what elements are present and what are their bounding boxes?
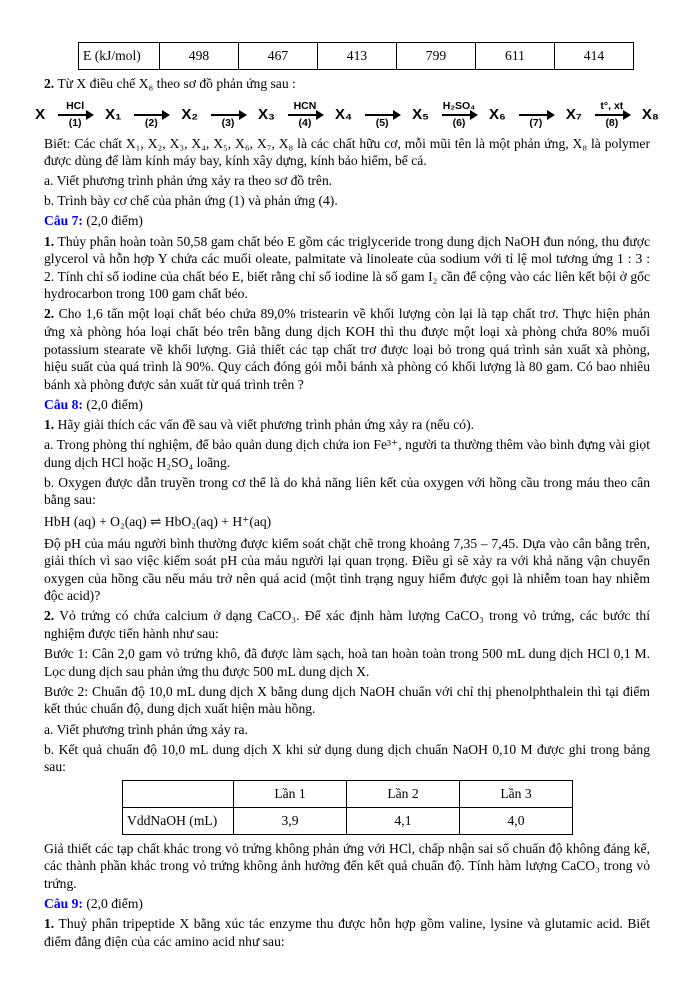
paragraph-assumption: Giả thiết các tạp chất khác trong vỏ trứng không phản ứng với HCl, chấp nhận sai số chuẩn độ không đáng kể, các thành phần khác trong vỏ trứng không ảnh hưởng đến kết quả chuẩn độ. Tính hàm lượng CaCO₃ trong vỏ trứng.: [44, 840, 650, 891]
arrow-bottom-label: (7): [529, 116, 543, 129]
question-points: (2,0 điểm): [86, 396, 143, 412]
step-1: Bước 1: Cân 2,0 gam vỏ trứng khô, đã được làm sạch, hoà tan hoàn toàn trong 500 mL dung dịch HCl 0,1 M. Lọc dung dịch sau phản ứng thu được 500 mL dung dịch X.: [44, 646, 650, 679]
arrow-top-label: HCN: [293, 99, 317, 112]
question-label: Câu 9:: [44, 896, 83, 912]
chemical-equation: HbH (aq) + O₂(aq) ⇌ HbO₂(aq) + H⁺(aq): [44, 513, 272, 529]
titration-value: 4,0: [460, 807, 573, 834]
arrow-bottom-label: (2): [144, 116, 158, 129]
item-number: 2.: [44, 76, 55, 91]
paragraph-ph: Độ pH của máu người bình thường được kiểm soát chặt chẽ trong khoảng 7,35 – 7,45. Dựa vào cân bằng trên, giải thích vì sao việc kiểm soát pH của máu người lại quan trọng. Điều gì sẽ xảy ra với khả năng vận chuyển oxygen của hồng cầu nếu máu trở nên quá acid (một tình trạng nguy hiểm được gọi là nhiễm toan hay nhiễm độc acid)?: [44, 535, 650, 604]
question-label: Câu 8:: [44, 396, 83, 412]
titration-table: [122, 780, 573, 835]
arrow-bottom-label: (8): [605, 116, 619, 129]
item-a: a. Trong phòng thí nghiệm, để bảo quản dung dịch chứa ion Fe³⁺, người ta thường thêm vào bình đựng vài giọt dung dịch HCl hoặc H₂SO₄ loãng.: [44, 437, 650, 470]
item-a: a. Viết phương trình phản ứng xảy ra theo sơ đồ trên.: [44, 173, 333, 189]
paragraph-scheme-note: Biết: Các chất X₁, X₂, X₃, X₄, X₅, X₆, X₇, X₈ là các chất hữu cơ, mỗi mũi tên là một phản ứng, X₈ là polymer được dùng để làm kính máy bay, kính xây dựng, kính bảo hiểm, bể cá.: [44, 135, 650, 169]
reaction-step: [359, 100, 405, 130]
table-row: [123, 780, 573, 807]
paragraph-cau9-1: [44, 915, 650, 950]
question-header-cau7: [44, 212, 650, 230]
question-points: (2,0 điểm): [86, 213, 143, 229]
paragraph-text: Thủy phân hoàn toàn 50,58 gam chất béo E gồm các triglyceride trong dung dịch NaOH đun nóng, thu được glycerol và hỗn hợp Y chứa các muối oleate, palmitate và linoleate của sodium với tỉ lệ mol tương ứng 1 : 3 : 2. Tính chỉ số iodine của chất béo E, biết rằng chỉ số iodine là số gam I₂ cần để cộng vào các liên kết bội ở gốc hydrocarbon trong 100 gam chất béo.: [44, 233, 650, 302]
reaction-step: [52, 100, 98, 130]
reaction-arrow-icon: [58, 114, 92, 116]
reaction-arrow-icon: [211, 114, 245, 116]
paragraph-cau8-2: [44, 607, 650, 642]
scheme-intro-text: Từ X điều chế X₈ theo sơ đồ phản ứng sau :: [57, 76, 296, 91]
energy-value: 611: [476, 43, 555, 70]
paragraph-text: Hãy giải thích các vấn đề sau và viết phương trình phản ứng xảy ra (nếu có).: [57, 417, 474, 432]
species: X₃: [258, 106, 275, 124]
paragraph-text: Thuỷ phân tripeptide X bằng xúc tác enzyme thu được hỗn hợp gồm valine, lysine và glutamic acid. Biết điểm đẳng điện của các amino acid như sau:: [44, 916, 650, 949]
paragraph-cau7-2: [44, 305, 650, 393]
titration-header: Lần 3: [460, 780, 573, 807]
reaction-arrow-icon: [134, 114, 168, 116]
arrow-bottom-label: (3): [221, 116, 235, 129]
arrow-bottom-label: (4): [298, 116, 312, 129]
step-2: Bước 2: Chuẩn độ 10,0 mL dung dịch X bằng dung dịch NaOH chuẩn với chỉ thị phenolphthalein thì tại điểm kết thúc chuẩn độ, dung dịch xuất hiện màu hồng.: [44, 683, 650, 717]
question-points: (2,0 điểm): [86, 896, 143, 912]
arrow-bottom-label: (6): [452, 116, 466, 129]
species: X₅: [412, 106, 430, 124]
species: X₈: [641, 106, 659, 124]
species: X: [35, 106, 46, 124]
titration-value: 3,9: [234, 807, 347, 834]
question-label: Câu 7:: [44, 213, 83, 229]
paragraph-text: Cho 1,6 tấn một loại chất béo chứa 89,0% tristearin về khối lượng còn lại là tạp chất trơ. Thực hiện phản ứng xà phòng hóa loại chất béo trên bằng dung dịch KOH thì thu được một loại xà phòng chứa 80% muối potassium stearate về khối lượng. Giả thiết các tạp chất trơ được loại bỏ trong quá trình sản xuất xà phòng, hiệu suất của quá trình là 90%. Quy cách đóng gói mỗi bánh xà phòng có khối lượng là 80 gam. Có bao nhiêu bánh xà phòng được sản xuất từ quá trình trên ?: [44, 306, 650, 392]
reaction-step: [282, 100, 328, 130]
reaction-step: [205, 100, 251, 130]
reaction-step: [128, 100, 174, 130]
item-number: 1.: [44, 916, 55, 932]
question-header-cau9: [44, 895, 650, 913]
reaction-step: [436, 100, 482, 130]
item-b: b. Trình bày cơ chế của phản ứng (1) và phản ứng (4).: [44, 193, 338, 209]
titration-header: Lần 2: [347, 780, 460, 807]
reaction-scheme: [35, 99, 659, 130]
arrow-top-label: H₂SO₄: [442, 99, 476, 112]
energy-value: 467: [239, 43, 318, 70]
item-a: a. Viết phương trình phản ứng xảy ra.: [44, 721, 248, 737]
item-number: 2.: [44, 608, 55, 624]
species: X₆: [489, 106, 506, 124]
paragraph-text: Vỏ trứng có chứa calcium ở dạng CaCO₃. Để xác định hàm lượng CaCO₃ trong vỏ trứng, các bước thí nghiệm được tiến hành như sau:: [44, 608, 651, 642]
paragraph-cau7-1: [44, 233, 650, 303]
species: X₇: [565, 106, 582, 124]
item-b: b. Kết quả chuẩn độ 10,0 mL dung dịch X khi sử dụng dung dịch chuẩn NaOH 0,10 M được ghi trong bảng sau:: [44, 741, 650, 775]
arrow-bottom-label: (5): [375, 116, 389, 129]
species: X₁: [105, 106, 122, 124]
energy-row-label: E (kJ/mol): [79, 43, 160, 70]
energy-table: [78, 42, 634, 70]
titration-row-label: VddNaOH (mL): [123, 807, 234, 834]
reaction-arrow-icon: [519, 114, 553, 116]
reaction-arrow-icon: [365, 114, 399, 116]
reaction-step: [589, 100, 635, 130]
paragraph-cau8-1: [44, 416, 650, 434]
reaction-arrow-icon: [442, 114, 476, 116]
arrow-top-label: HCl: [66, 99, 85, 112]
item-number: 1.: [44, 233, 55, 249]
item-b: b. Oxygen được dẫn truyền trong cơ thể là do khả năng liên kết của oxygen với hồng cầu trong máu theo cân bằng sau:: [44, 474, 650, 508]
reaction-arrow-icon: [595, 114, 629, 116]
energy-value: 498: [160, 43, 239, 70]
arrow-bottom-label: (1): [68, 116, 82, 129]
reaction-step: [513, 100, 559, 130]
item-number: 2.: [44, 306, 55, 322]
energy-value: 799: [397, 43, 476, 70]
scheme-intro: [44, 75, 650, 93]
arrow-top-label: t°, xt: [600, 99, 624, 112]
titration-value: 4,1: [347, 807, 460, 834]
titration-header-blank: [123, 780, 234, 807]
species: X₄: [334, 106, 353, 124]
question-header-cau8: [44, 396, 650, 414]
item-number: 1.: [44, 417, 55, 432]
energy-value: 414: [555, 43, 634, 70]
species: X₂: [181, 106, 199, 124]
titration-header: Lần 1: [234, 780, 347, 807]
table-row: [79, 43, 634, 70]
energy-value: 413: [318, 43, 397, 70]
reaction-arrow-icon: [288, 114, 322, 116]
table-row: [123, 807, 573, 834]
